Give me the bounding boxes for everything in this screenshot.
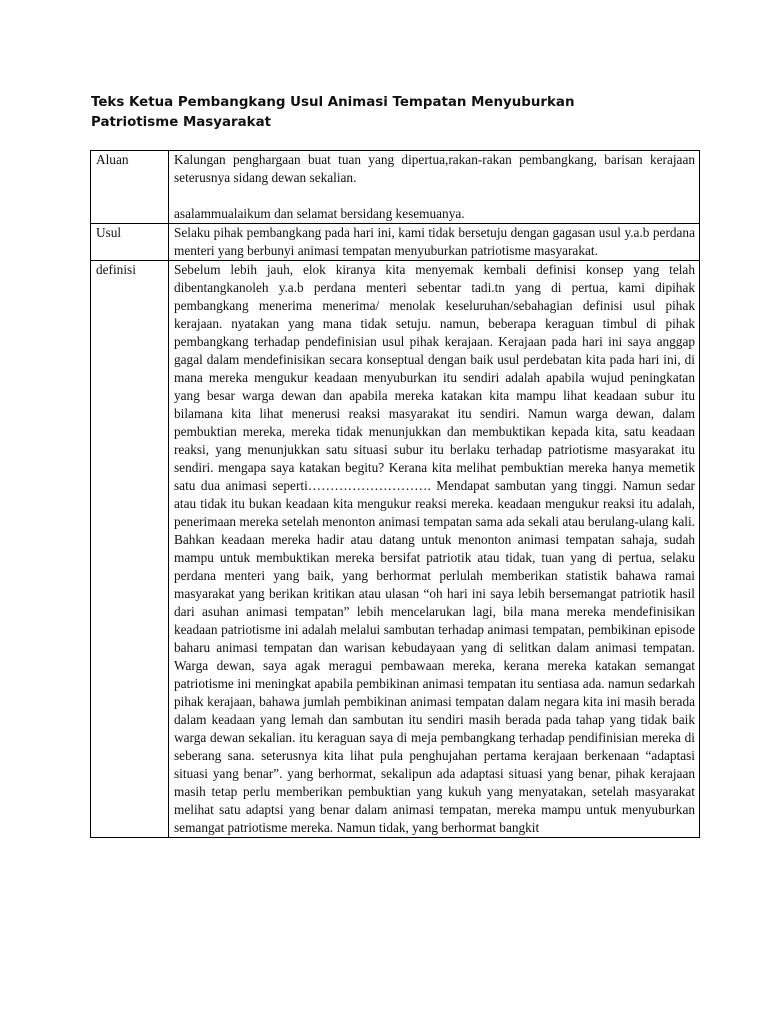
document-title: Teks Ketua Pembangkang Usul Animasi Tempatan Menyuburkan Patriotisme Masyarakat: [91, 95, 575, 130]
row-content: [169, 261, 700, 838]
row-label: Aluan: [91, 151, 169, 224]
paragraph: Selaku pihak pembangkang pada hari ini, kami tidak bersetuju dengan gagasan usul y.a.b perdana menteri yang berbunyi animasi tempatan menyuburkan patriotisme masyarakat.: [174, 225, 695, 258]
row-label: Usul: [91, 224, 169, 261]
table-row-definisi: [91, 261, 700, 838]
speech-table: [90, 150, 700, 838]
row-content: [169, 224, 700, 261]
paragraph: Kalungan penghargaan buat tuan yang dipertua,rakan-rakan pembangkang, barisan kerajaan seterusnya sidang dewan sekalian.: [174, 152, 695, 185]
row-content: [169, 151, 700, 224]
paragraph: asalammualaikum dan selamat bersidang kesemuanya.: [174, 206, 465, 221]
row-label: definisi: [91, 261, 169, 838]
table-row-usul: [91, 224, 700, 261]
paragraph: Sebelum lebih jauh, elok kiranya kita menyemak kembali definisi konsep yang telah dibentangkanoleh y.a.b perdana menteri sebentar tadi.tn yang di pertua, kami dipihak pembangkang menerima menerima/ menolak keseluruhan/sebahagian definisi usul pihak kerajaan. nyatakan yang mana tidak setuju. namun, beberapa keraguan timbul di pihak pembangkang terhadap pendefinisian usul pihak kerajaan. Kerajaan pada hari ini saya anggap gagal dalam mendefinisikan secara konseptual dengan baik usul perdebatan kita pada hari ini, di mana mereka mengukur keadaan menyuburkan itu sendiri adalah apabila wujud peningkatan yang besar warga dewan dan apabila mereka katakan kita mampu lihat keadaan subur itu bilamana kita lihat menerusi reaksi masyarakat itu sendiri. Namun warga dewan, dalam pembuktian mereka, mereka tidak menunjukkan dan membuktikan kepada kita, satu keadaan reaksi, yang menunjukkan satu situasi subur itu berlaku terhadap patriotisme masyarakat itu sendiri. mengapa saya katakan begitu? Kerana kita melihat pembuktian mereka hanya memetik satu dua animasi seperti………………………. Mendapat sambutan yang tinggi. Namun sedar atau tidak itu bukan keadaan kita mengukur reaksi mereka. keadaan mengukur reaksi itu adalah, penerimaan mereka setelah menonton animasi tempatan sama ada sekali atau berulang-ulang kali. Bahkan keadaan mereka hadir atau datang untuk menonton animasi tempatan sahaja, sudah mampu untuk membuktikan mereka bersifat patriotik atau tidak, tuan yang di pertua, selaku perdana menteri yang baik, yang berhormat perlulah memberikan statistik bahawa ramai masyarakat yang berikan kritikan atau ulasan “oh hari ini saya lebih bersemangat patriotik hasil dari asuhan animasi tempatan” lebih mencelarukan lagi, bila mana mereka mendefinisikan keadaan patriotisme ini adalah melalui sambutan terhadap animasi tempatan, pembikinan episode baharu animasi tempatan dan warisan kebudayaan yang di selitkan dalam animasi tempatan. Warga dewan, saya agak meragui pembawaan mereka, kerana mereka katakan semangat patriotisme ini meningkat apabila pembikinan animasi tempatan itu sentiasa ada. namun sedarkah pihak kerajaan, bahawa jumlah pembikinan animasi tempatan dalam negara kita ini masih berada dalam keadaan yang lemah dan sambutan itu sendiri masih berada pada tahap yang tidak baik warga dewan sekalian. itu keraguan saya di meja pembangkang terhadap pendifinisian mereka di seberang sana. seterusnya kita lihat pula penghujahan pertama kerajaan berkenaan “adaptasi situasi yang benar”. yang berhormat, sekalipun ada adaptasi situasi yang benar, pihak kerajaan masih tetap perlu memberikan pembuktian yang kukuh yang menyatakan, setelah masyarakat melihat satu adaptsi yang benar dalam animasi tempatan, mereka mampu untuk menyuburkan semangat patriotisme mereka. Namun tidak, yang berhormat bangkit: [174, 262, 695, 835]
table-row-aluan: [91, 151, 700, 224]
